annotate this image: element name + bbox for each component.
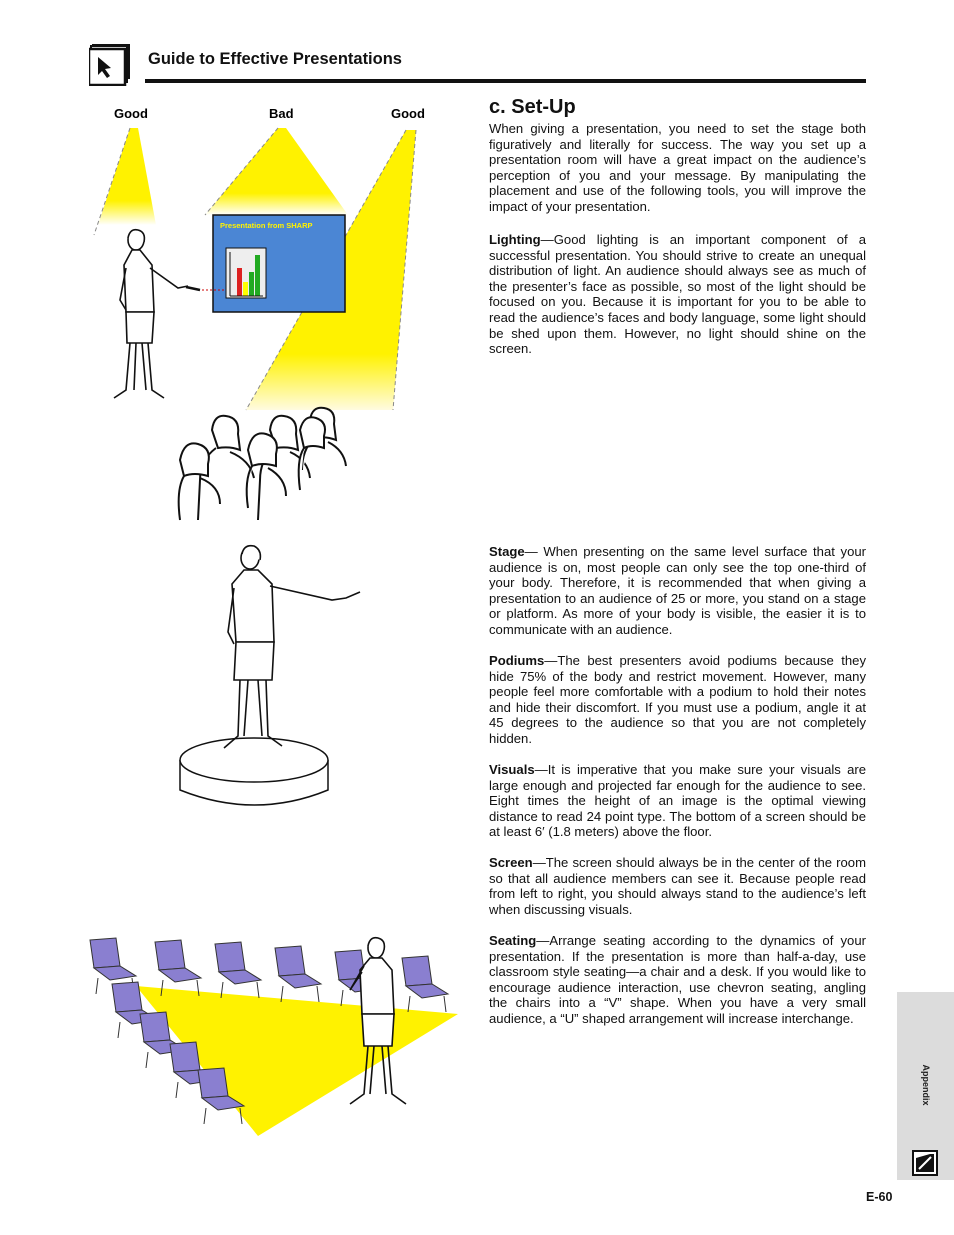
stage-platform	[180, 738, 328, 805]
term-seating: Seating	[489, 933, 537, 948]
audience-figures	[179, 408, 346, 520]
screen-paragraph	[489, 855, 866, 917]
term-screen: Screen	[489, 855, 533, 870]
text-visuals: —It is imperative that you make sure your visuals are large enough and projected far enough for the audience to see. Eight times the height of an image is the optimal viewing distance to read 24 point type. The bottom of a screen should be at least 6′ (1.8 meters) above the floor.	[489, 762, 866, 840]
text-stage: — When presenting on the same level surface that your audience is on, most people can only see the top one-third of your body. Therefore, it is recommended that when giving a presentation to an audience of 25 or more, you stand on a stage or platform. As more of your body is visible, the easier it is to communicate with an audience.	[489, 544, 866, 637]
seating-illustration	[80, 930, 460, 1140]
podiums-paragraph	[489, 653, 866, 747]
stage-illustration	[170, 540, 370, 815]
presenter-figure	[114, 230, 200, 398]
lighting-illustration	[80, 100, 460, 530]
appendix-label-wrap	[897, 1045, 954, 1125]
header-rule	[145, 79, 866, 83]
page-number: E-60	[866, 1190, 893, 1204]
term-podiums: Podiums	[489, 653, 545, 668]
text-podiums: —The best presenters avoid podiums because they hide 75% of the body and restrict movement. However, many people feel more comfortable with a podium to hold their notes and hide their discomfort. If you must use a podium, angle it at 45 degrees to the audience so that you are not completely hidden.	[489, 653, 866, 746]
light-beam-left	[98, 128, 156, 225]
intro-text: When giving a presentation, you need to set the stage both figuratively and literally for success. The way you set up a presentation room will have a great impact on the audience’s perception of you and your message. By manipulating the placement and use of the following tools, you will improve the impact of your presentation.	[489, 121, 866, 214]
lighting-paragraph	[489, 232, 866, 357]
section-logo-icon	[89, 44, 133, 86]
term-visuals: Visuals	[489, 762, 535, 777]
header-title: Guide to Effective Presentations	[148, 50, 402, 68]
text-seating: —Arrange seating according to the dynamics of your presentation. If the presentation is more than half-a-day, use classroom style seating—a chair and a desk. If you would like to encourage audience interaction, use chevron seating, angling the chairs into a “V” shape. When you have a very small audience, a “U” shaped arrangement will increase interchange.	[489, 933, 866, 1026]
screen-text: Presentation from SHARP	[220, 221, 313, 230]
section-title: c. Set-Up	[489, 96, 576, 118]
text-screen: —The screen should always be in the center of the room so that all audience members can see it. Because people read from left to right, you should always stand to the audience’s left when discussing visuals.	[489, 855, 866, 917]
label-bad: Bad	[269, 106, 294, 121]
term-lighting: Lighting	[489, 232, 541, 247]
label-good-right: Good	[391, 106, 425, 121]
label-good-left: Good	[114, 106, 148, 121]
appendix-label: Appendix	[920, 1064, 931, 1106]
intro-paragraph	[489, 121, 866, 215]
stage-presenter-figure	[224, 546, 360, 748]
term-stage: Stage	[489, 544, 525, 559]
seating-paragraph	[489, 933, 866, 1027]
visuals-paragraph	[489, 762, 866, 840]
light-beam-bad	[205, 128, 348, 215]
stage-paragraph	[489, 544, 866, 638]
appendix-corner-icon	[912, 1150, 938, 1176]
text-lighting: —Good lighting is an important component of a successful presentation. You should strive to create an unequal distribution of light. An audience should always see as much of the presenter’s face as possible, so most of the light should be focused on you. Because it is important for you to be able to read the audience’s faces and body language, some light should be shed upon them. However, no light should shine on the screen.	[489, 232, 866, 357]
